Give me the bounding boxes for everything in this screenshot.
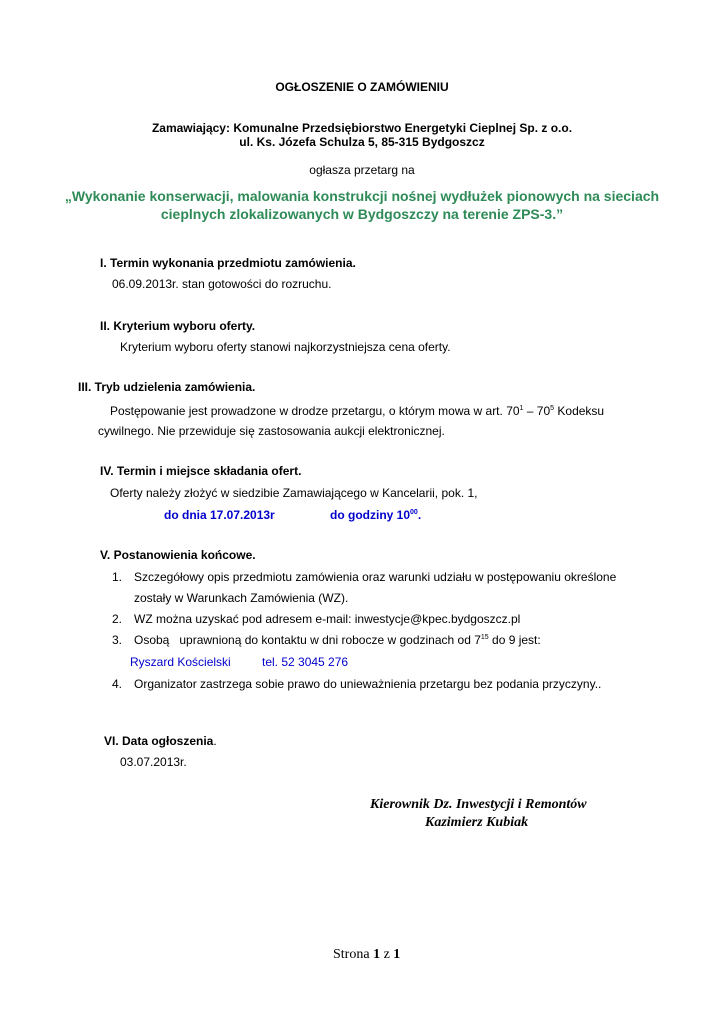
list-item-3: 3. Osobą uprawnioną do kontaktu w dni robocze w godzinach od $7^{15}$ do 9 jest: (112, 633, 541, 647)
section-1-text: 06.09.2013r. stan gotowości do rozruchu. (112, 277, 332, 291)
list-item-1-cont: zostały w Warunkach Zamówienia (WZ). (134, 591, 349, 605)
announcement-date: 03.07.2013r. (120, 755, 187, 769)
section-5-heading: V. Postanowienia końcowe. (100, 548, 256, 562)
signature-name: Kazimierz Kubiak (425, 815, 529, 830)
section-1-heading: I. Termin wykonania przedmiotu zamówienia. (100, 256, 356, 270)
section-4-heading: IV. Termin i miejsce składania ofert. (100, 464, 302, 478)
section-3-heading: III. Tryb udzielenia zamówienia. (78, 380, 256, 394)
section-2-text: Kryterium wyboru oferty stanowi najkorzystniejsza cena oferty. (120, 340, 451, 354)
orderer-line-2: ul. Ks. Józefa Schulza 5, 85-315 Bydgoszcz (239, 135, 485, 149)
section-3-text-line-2: cywilnego. Nie przewiduje się zastosowania aukcji elektronicznej. (98, 424, 445, 438)
deadline-hour: do godziny $10^{00}$. (330, 508, 422, 522)
subject-line-1: „Wykonanie konserwacji, malowania konstrukcji nośnej wydłużek pionowych na sieciach (64, 188, 660, 204)
contact-name: Ryszard Kościelski (130, 655, 231, 669)
deadline-date: do dnia 17.07.2013r (164, 508, 275, 522)
list-item-2: 2. WZ można uzyskać pod adresem e-mail: inwestycje@kpec.bydgoszcz.pl (112, 612, 521, 626)
page-number: Strona 1 z 1 (333, 947, 401, 962)
orderer-line-1: Zamawiający: Komunalne Przedsiębiorstwo Energetyki Cieplnej Sp. z o.o. (151, 121, 573, 135)
announces-text: ogłasza przetarg na (309, 163, 415, 177)
document-title: OGŁOSZENIE O ZAMÓWIENIU (275, 80, 449, 94)
signature-title: Kierownik Dz. Inwestycji i Remontów (370, 797, 587, 812)
subject-line-2: cieplnych zlokalizowanych w Bydgoszczy na terenie ZPS-3.” (160, 206, 564, 222)
section-2-heading: II. Kryterium wyboru oferty. (100, 319, 256, 333)
section-3-text-line-1: Postępowanie jest prowadzone w drodze przetargu, o którym mowa w art. $70^1 - 70^5$ Kodeksu (110, 404, 605, 418)
list-item-4: 4. Organizator zastrzega sobie prawo do unieważnienia przetargu bez podania przyczyny.. (112, 677, 602, 691)
list-item-1: 1. Szczegółowy opis przedmiotu zamówienia oraz warunki udziału w postępowaniu określone (112, 570, 617, 584)
contact-phone: tel. 52 3045 276 (262, 655, 349, 669)
section-4-text: Oferty należy złożyć w siedzibie Zamawiającego w Kancelarii, pok. 1, (110, 486, 478, 500)
section-6-heading: VI. Data ogłoszenia. (104, 734, 217, 748)
